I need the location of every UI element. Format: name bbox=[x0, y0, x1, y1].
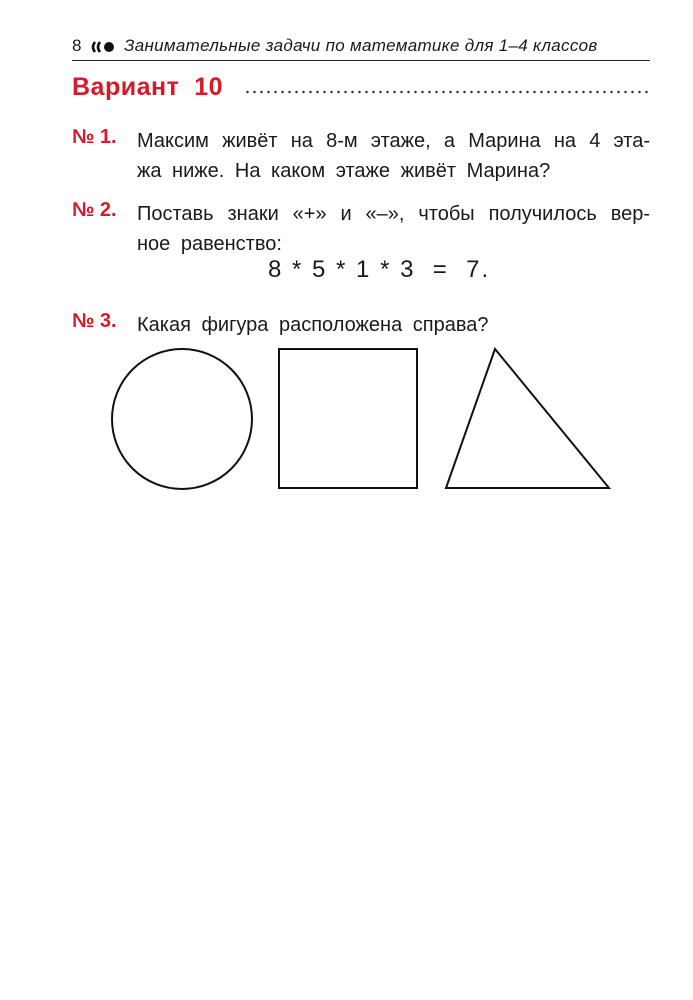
task-line: ное равенство: bbox=[137, 233, 282, 255]
equation: 8 * 5 * 1 * 3 = 7. bbox=[268, 256, 491, 283]
page-number: 8 bbox=[72, 36, 82, 55]
square-figure bbox=[279, 349, 417, 488]
task-number: № 3. bbox=[72, 310, 117, 332]
dotted-leader bbox=[244, 90, 650, 94]
task-line: жа ниже. На каком этаже живёт Марина? bbox=[137, 160, 551, 182]
variant-label: Вариант 10 bbox=[72, 73, 224, 101]
task-text bbox=[137, 199, 650, 259]
task-number: № 2. bbox=[72, 199, 117, 221]
book-title: Занимательные задачи по математике для 1–4 классов bbox=[124, 36, 598, 55]
task-text bbox=[137, 310, 650, 340]
figures-row bbox=[0, 340, 693, 500]
task-line: Поставь знаки «+» и «–», чтобы получилось вер- bbox=[137, 203, 650, 225]
running-header bbox=[72, 34, 650, 61]
variant-heading bbox=[72, 73, 650, 103]
task-text bbox=[137, 126, 650, 186]
decorative-dots-icon bbox=[90, 40, 120, 54]
task-number: № 1. bbox=[72, 126, 117, 148]
triangle-figure bbox=[446, 349, 609, 488]
task-line: Какая фигура расположена справа? bbox=[137, 314, 489, 336]
task-line: Максим живёт на 8-м этаже, а Марина на 4 эта- bbox=[137, 130, 650, 152]
circle-figure bbox=[112, 349, 252, 489]
